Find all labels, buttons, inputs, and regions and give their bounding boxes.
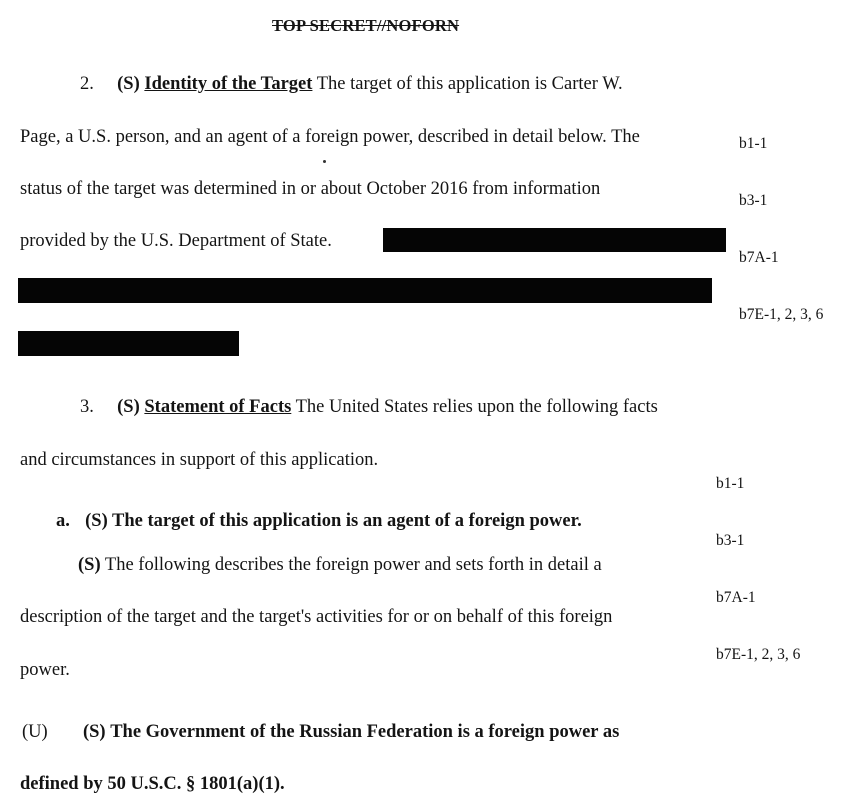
russia-classification-mark: (S) [82,722,106,742]
redaction-bar [18,278,712,303]
subsection-a-heading: The target of this application is an agent of a foreign power. [112,511,582,531]
exemption-code: b1-1 [716,475,745,492]
russia-text-1: The Government of the Russian Federation is a foreign power as [110,722,620,742]
classification-banner: TOP SECRET//NOFORN [272,16,460,35]
scan-speck [323,160,326,163]
section-2-classification-mark: (S) [117,74,140,94]
portion-marking-u: (U) [22,722,48,742]
section-2-text-4: provided by the U.S. Department of State. [20,231,332,251]
section-2-text-1: The target of this application is Carter W. [316,74,623,94]
section-3-number: 3. [80,397,94,417]
paragraph-classification-mark: (S) [78,555,101,575]
section-3-text-1: The United States relies upon the following facts [295,397,658,417]
exemption-code: b7E-1, 2, 3, 6 [739,306,824,323]
exemption-code: b3-1 [716,532,745,549]
paragraph-line-1 [78,554,602,576]
paragraph-text-3: power. [20,660,70,680]
exemption-code: b7A-1 [716,589,756,606]
section-2-text-3: status of the target was determined in or about October 2016 from information [20,179,601,199]
paragraph-text-2: description of the target and the target's activities for or on behalf of this foreign [20,607,613,627]
section-3-text-2: and circumstances in support of this application. [20,450,379,470]
section-2-number: 2. [80,74,94,94]
exemption-code: b7A-1 [739,249,779,266]
exemption-code: b1-1 [739,135,768,152]
russia-text-2: defined by 50 U.S.C. § 1801(a)(1). [20,774,285,794]
russia-line-1 [22,721,619,743]
section-2-line-1 [80,73,623,95]
section-2-heading: Identity of the Target [144,74,313,94]
exemption-code: b7E-1, 2, 3, 6 [716,646,801,663]
exemption-code: b3-1 [739,192,768,209]
subsection-a-letter: a. [56,511,70,531]
redaction-bar [18,331,239,356]
section-3-heading: Statement of Facts [144,397,292,417]
subsection-a-line [56,510,582,532]
paragraph-text-1: The following describes the foreign power and sets forth in detail a [104,555,602,575]
redaction-bar [383,228,726,252]
exemption-codes-2 [716,436,800,683]
section-2-text-2: Page, a U.S. person, and an agent of a foreign power, described in detail below. The [20,127,640,147]
exemption-codes-1 [739,96,823,343]
section-3-line-1 [80,396,658,418]
section-3-classification-mark: (S) [117,397,140,417]
subsection-a-classification-mark: (S) [85,511,108,531]
